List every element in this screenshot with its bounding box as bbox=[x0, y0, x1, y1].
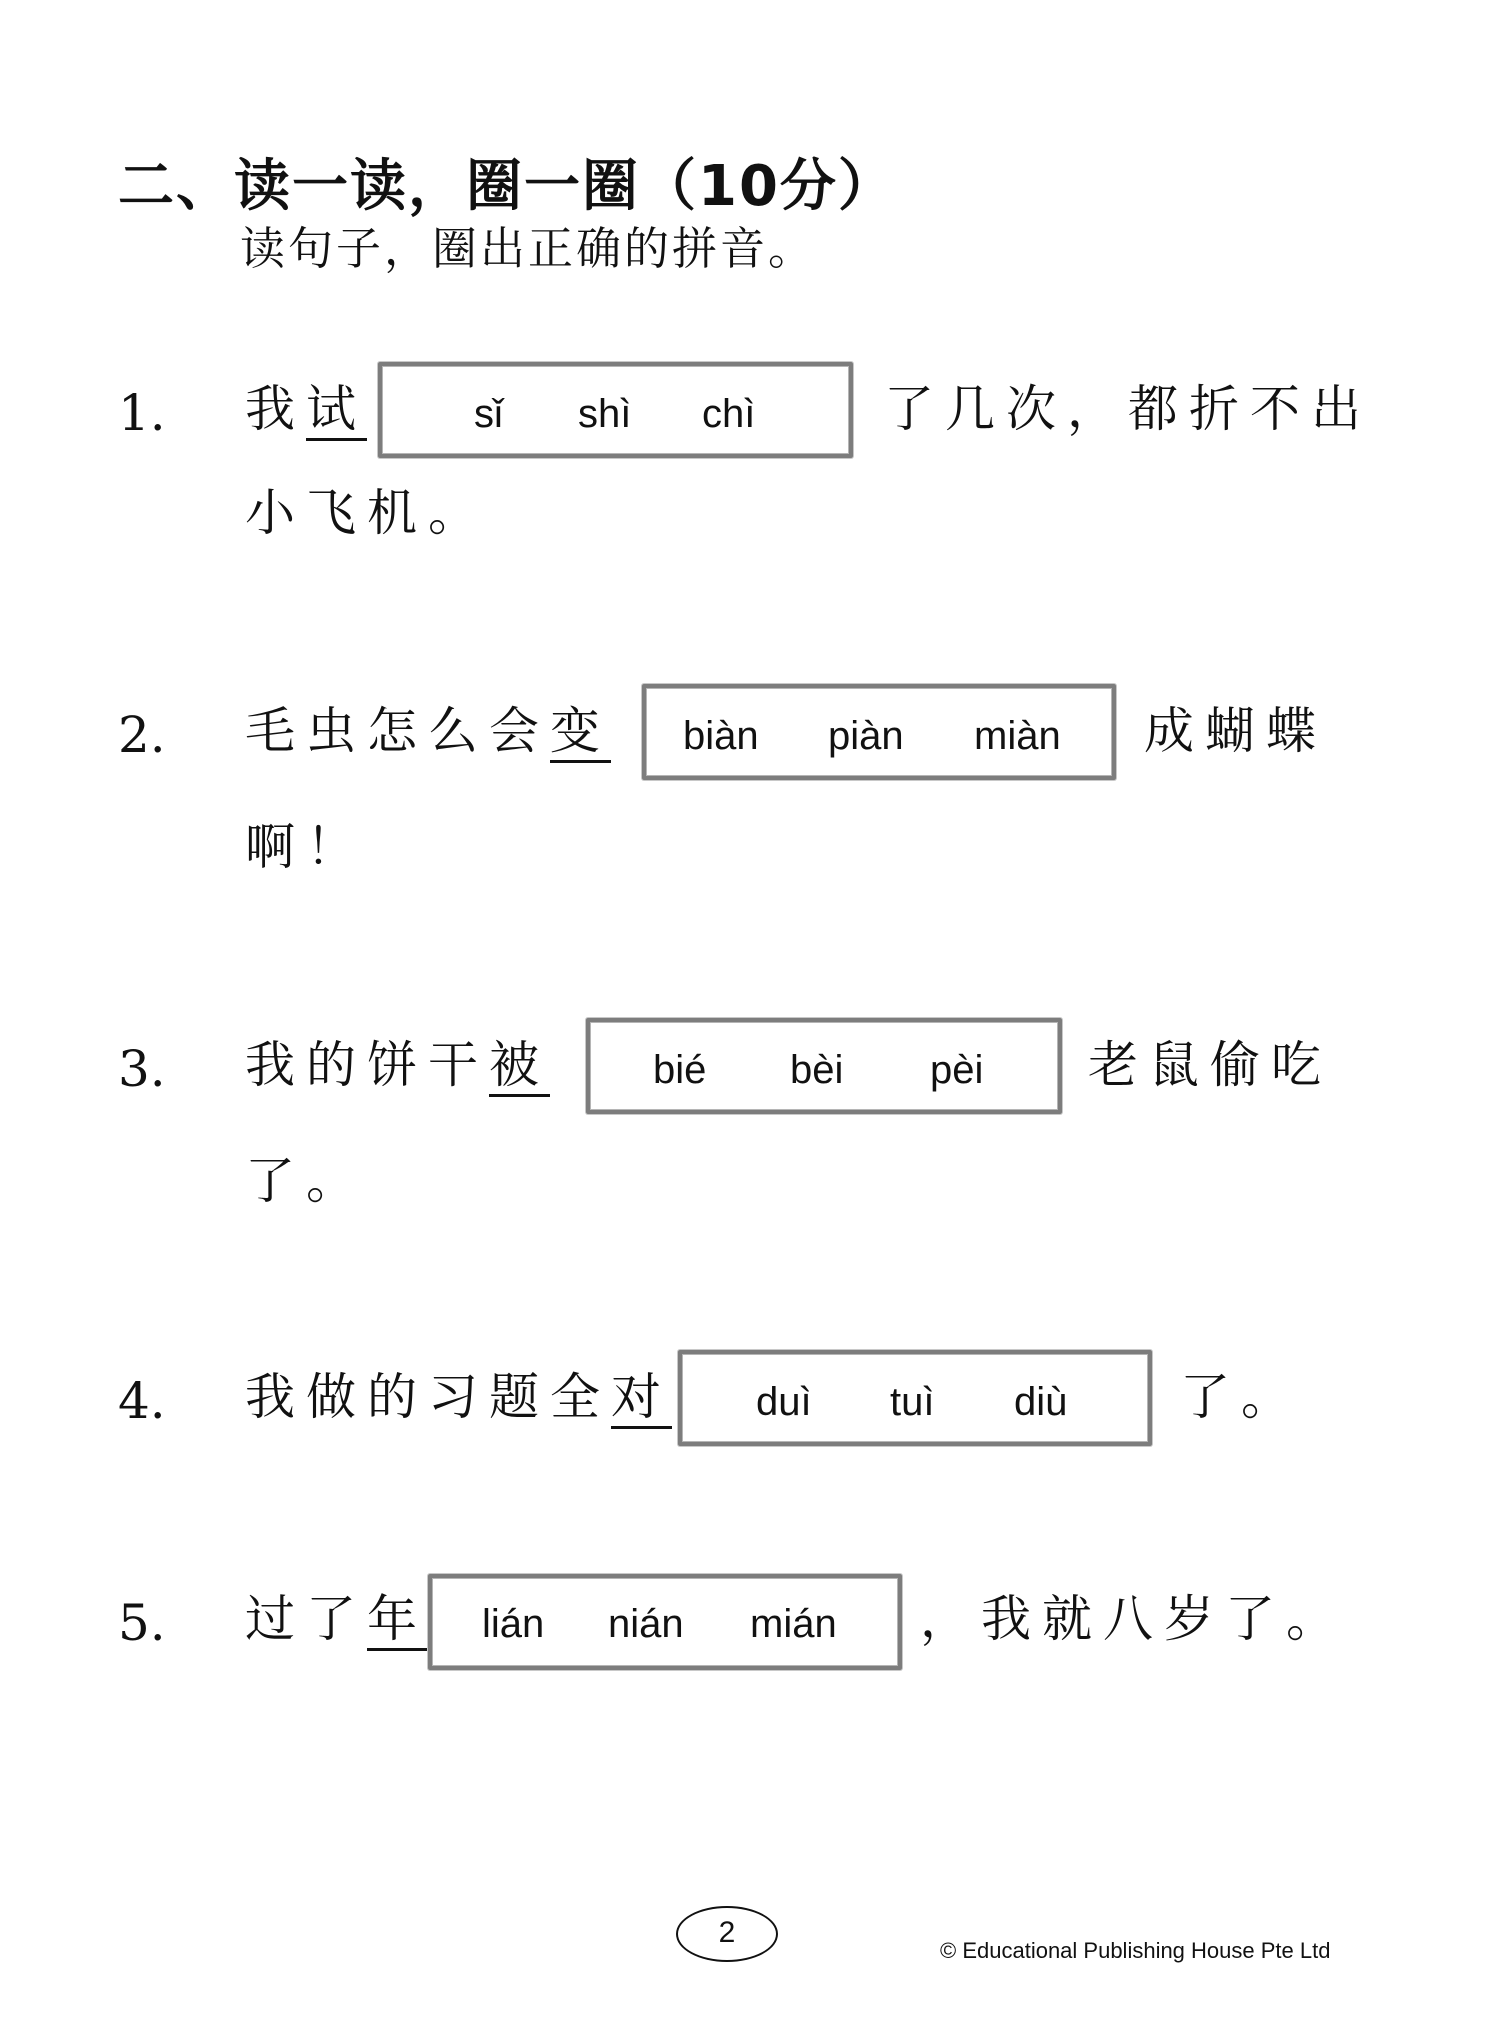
sentence-after: 老鼠偷吃 bbox=[1088, 1036, 1332, 1094]
sentence-after: ，我就八岁了。 bbox=[920, 1590, 1347, 1648]
sentence-before: 我的饼干 bbox=[245, 1036, 489, 1094]
pinyin-option[interactable]: pèi bbox=[930, 1048, 984, 1092]
sentence-before: 我 bbox=[245, 380, 306, 438]
sentence-start bbox=[245, 702, 611, 763]
sentence-after: 了几次，都折不出 bbox=[884, 380, 1372, 438]
pinyin-option[interactable]: tuì bbox=[890, 1380, 935, 1424]
pinyin-option[interactable]: duì bbox=[756, 1380, 812, 1424]
pinyin-option[interactable]: chì bbox=[702, 392, 756, 436]
pinyin-option[interactable]: biàn bbox=[683, 714, 759, 758]
sentence-before: 毛虫怎么会 bbox=[245, 702, 550, 760]
pinyin-option[interactable]: mián bbox=[750, 1602, 837, 1646]
instruction-text: 读句子，圈出正确的拼音。 bbox=[240, 222, 817, 275]
sentence-before: 我做的习题全 bbox=[245, 1368, 611, 1426]
question-number: 3. bbox=[118, 1040, 166, 1098]
sentence-start bbox=[245, 1590, 428, 1651]
sentence-line-2: 了。 bbox=[245, 1152, 367, 1210]
pinyin-option[interactable]: bié bbox=[653, 1048, 707, 1092]
copyright-notice: © Educational Publishing House Pte Ltd bbox=[940, 1938, 1331, 1963]
sentence-line-2: 啊！ bbox=[245, 818, 367, 876]
question-number: 4. bbox=[118, 1372, 166, 1430]
pinyin-option[interactable]: lián bbox=[482, 1602, 545, 1646]
question-number: 1. bbox=[118, 384, 166, 442]
sentence-before: 过了 bbox=[245, 1590, 367, 1648]
pinyin-option[interactable]: sǐ bbox=[474, 392, 503, 436]
target-character: 年 bbox=[367, 1594, 428, 1651]
sentence-start bbox=[245, 1368, 672, 1429]
sentence-start bbox=[245, 380, 367, 441]
sentence-after: 成蝴蝶 bbox=[1144, 702, 1327, 760]
pinyin-option[interactable]: nián bbox=[608, 1602, 684, 1646]
question-number: 2. bbox=[118, 706, 166, 764]
sentence-line-2: 小飞机。 bbox=[245, 484, 489, 542]
question-number: 5. bbox=[118, 1594, 166, 1652]
target-character: 被 bbox=[489, 1040, 550, 1097]
pinyin-option[interactable]: miàn bbox=[974, 714, 1061, 758]
sentence-after: 了。 bbox=[1180, 1368, 1302, 1426]
sentence-start bbox=[245, 1036, 550, 1097]
target-character: 变 bbox=[550, 706, 611, 763]
target-character: 对 bbox=[611, 1372, 672, 1429]
pinyin-option[interactable]: piàn bbox=[828, 714, 904, 758]
target-character: 试 bbox=[306, 384, 367, 441]
section-title: 二、读一读，圈一圈（10分） bbox=[118, 154, 896, 219]
page-number: 2 bbox=[718, 1916, 736, 1949]
pinyin-option[interactable]: shì bbox=[578, 392, 632, 436]
pinyin-option[interactable]: bèi bbox=[790, 1048, 844, 1092]
pinyin-option[interactable]: diù bbox=[1014, 1380, 1068, 1424]
